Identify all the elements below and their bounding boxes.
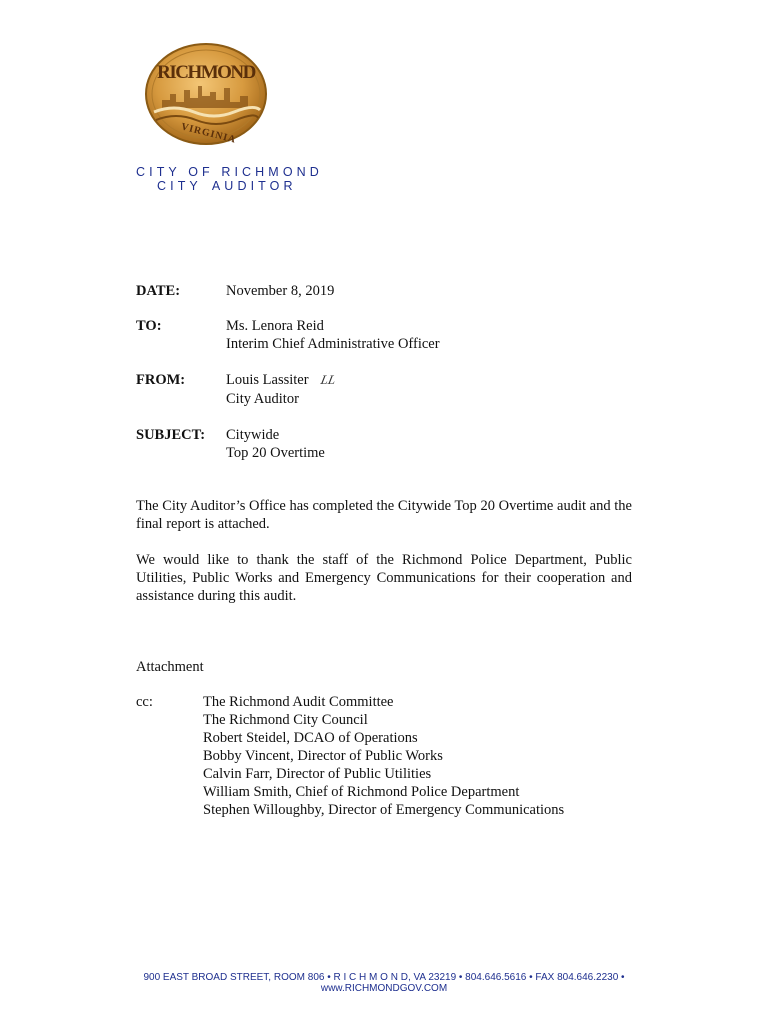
cc-recipient-list (203, 693, 564, 819)
cc-recipient: Stephen Willoughby, Director of Emergency Communications (203, 802, 565, 818)
seal-bottom-text: VIRGINIA (179, 121, 238, 146)
to-name: Ms. Lenora Reid (226, 318, 324, 334)
department-name-left: CITY (157, 179, 202, 193)
body-paragraph-2: We would like to thank the staff of the Richmond Police Department, Public Utilities, Public Works and Emergency Communications for their cooperation and assistance during this audit. (136, 552, 632, 604)
cc-recipient: The Richmond Audit Committee (203, 694, 394, 710)
cc-recipient: Robert Steidel, DCAO of Operations (203, 730, 418, 746)
seal-top-text: RICHMOND (157, 62, 255, 83)
city-seal-logo (144, 42, 268, 146)
attachment-label: Attachment (136, 659, 204, 675)
cc-label: cc: (136, 694, 153, 710)
cc-recipient: Bobby Vincent, Director of Public Works (203, 748, 443, 764)
footer-website: www.RICHMONDGOV.COM (320, 983, 448, 994)
from-label: FROM: (136, 372, 186, 388)
body-paragraph-1: The City Auditor’s Office has completed the Citywide Top 20 Overtime audit and the final report is attached. (136, 498, 632, 532)
to-title: Interim Chief Administrative Officer (226, 336, 440, 352)
date-label: DATE: (136, 283, 181, 299)
to-label: TO: (136, 318, 162, 334)
signature-initials: LL (319, 372, 337, 387)
cc-recipient: The Richmond City Council (203, 712, 368, 728)
department-name-right: AUDITOR (211, 179, 297, 193)
from-name: Louis Lassiter (226, 372, 309, 388)
subject-line-1: Citywide (226, 427, 280, 443)
footer-address: 900 EAST BROAD STREET, ROOM 806 • R I C H M O N D, VA 23219 • 804.646.5616 • FAX 804.646.2230 • (143, 972, 625, 983)
subject-line-2: Top 20 Overtime (226, 445, 325, 461)
date-value: November 8, 2019 (226, 283, 335, 299)
subject-label: SUBJECT: (136, 427, 206, 443)
from-title: City Auditor (226, 391, 299, 407)
org-name: CITY OF RICHMOND (136, 165, 323, 179)
department-name (157, 179, 297, 193)
cc-recipient: Calvin Farr, Director of Public Utilities (203, 766, 432, 782)
cc-recipient: William Smith, Chief of Richmond Police Department (203, 784, 520, 800)
richmond-seal-icon (144, 42, 268, 146)
